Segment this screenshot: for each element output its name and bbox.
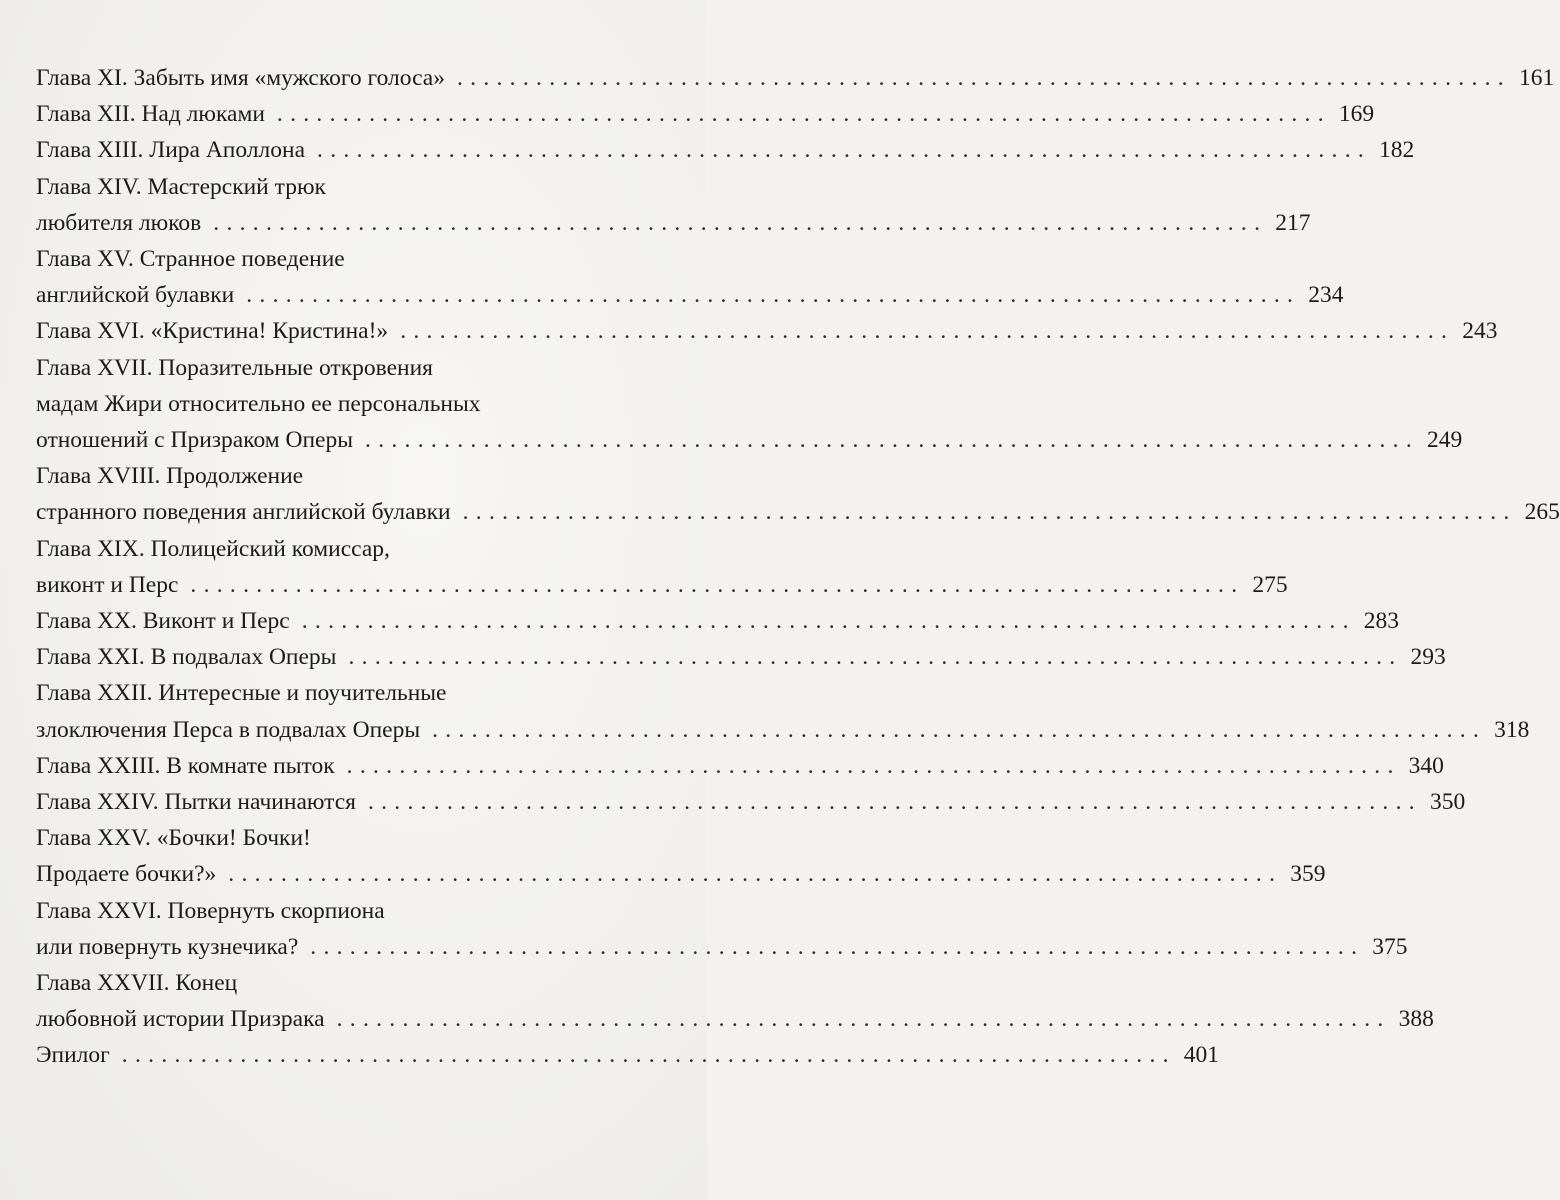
page-number: 249 [1427,427,1463,454]
toc-entry [36,748,1444,784]
dot-leader: ................................................................................ [348,644,1403,671]
toc-entry-title: злоключения Перса в подвалах Оперы [36,716,421,743]
toc-entry-line [36,820,609,856]
toc-entry-title: Глава XXI. В подвалах Оперы [36,644,337,671]
dot-leader: ................................................................................ [317,137,1372,164]
toc-entry-title: Глава XXII. Интересные и поучительные [36,680,447,707]
dot-leader: ................................................................................ [213,209,1268,236]
page-number: 169 [1338,101,1375,128]
toc-entry-line [36,386,609,422]
toc-entry-line [36,169,609,205]
toc-entry [36,675,1530,747]
toc-entry-title: виконт и Перс [36,571,179,598]
page-number: 275 [1252,571,1288,598]
toc-entry [36,132,1415,168]
toc-entry-title: Глава XIV. Мастерский трюк [36,173,326,200]
toc-entry-line-final [36,96,1375,132]
dot-leader: ................................................................................ [432,716,1487,743]
page-number: 293 [1410,644,1446,671]
table-of-contents [36,60,1560,1074]
toc-entry-line-final [36,784,1466,820]
page-number: 375 [1372,933,1408,960]
toc-entry-title: Глава XVIII. Продолжение [36,463,304,490]
dot-leader: ................................................................................ [121,1042,1176,1069]
toc-entry-line-final [36,313,1498,349]
toc-entry [36,965,1434,1037]
dot-leader: ................................................................................ [346,752,1401,779]
toc-entry-line [36,531,609,567]
page-number: 283 [1363,608,1399,635]
toc-entry-line-final [36,748,1444,784]
toc-entry [36,603,1399,639]
page-number: 161 [1518,65,1555,91]
toc-entry-title: любовной истории Призрака [36,1006,325,1033]
dot-leader: ................................................................................ [400,318,1455,345]
dot-leader: ................................................................................ [301,608,1356,635]
toc-entry-line-final [36,205,1311,241]
toc-entry-line [36,675,609,711]
toc-entry-title: Глава XI. Забыть имя «мужского голоса» [36,65,445,91]
toc-entry-line-final [36,132,1415,168]
toc-entry-line-final [36,856,1326,892]
page-number: 359 [1290,861,1326,888]
page-number: 217 [1275,209,1311,236]
toc-entry-title: Глава XXIII. В комнате пыток [36,752,335,779]
page-number: 318 [1494,716,1530,743]
toc-entry-line [36,241,609,277]
toc-entry-title: Глава XIII. Лира Аполлона [36,137,306,164]
toc-entry-title: Глава XVII. Поразительные откровения [36,354,433,381]
toc-entry [36,1037,1220,1073]
toc-entry [36,241,1344,313]
dot-leader: ................................................................................ [456,65,1511,91]
toc-entry-line [36,458,609,494]
toc-entry-line-final [36,567,1288,603]
toc-entry-line [36,893,609,929]
toc-entry [36,60,1555,96]
toc-entry-line-final [36,929,1408,965]
page-number: 243 [1462,318,1498,345]
toc-entry [36,313,1498,349]
page-number: 265 [1524,499,1560,526]
toc-entry [36,350,1463,459]
toc-entry [36,169,1311,241]
toc-entry-title: Глава XII. Над люками [36,101,265,128]
dot-leader: ................................................................................ [246,282,1301,309]
toc-entry [36,784,1466,820]
toc-entry-line-final [36,60,1555,96]
toc-entry-line-final [36,1001,1434,1037]
toc-entry-line [36,965,609,1001]
toc-entry [36,531,1288,603]
page-number: 401 [1183,1042,1220,1069]
toc-entry-title: странного поведения английской булавки [36,499,451,526]
toc-entry [36,893,1408,965]
toc-entry-line-final [36,1037,1220,1073]
toc-entry-title: Глава XXVI. Повернуть скорпиона [36,897,385,924]
toc-entry-line-final [36,712,1530,748]
dot-leader: ................................................................................ [190,571,1245,598]
toc-entry-title: Продаете бочки?» [36,861,217,888]
page-number: 388 [1398,1006,1434,1033]
toc-entry [36,96,1375,132]
page-number: 350 [1429,789,1466,816]
toc-entry-line-final [36,422,1463,458]
toc-entry-title: отношений с Призраком Оперы [36,427,354,454]
page-number: 234 [1308,282,1344,309]
page-number: 340 [1408,752,1444,779]
toc-entry-line-final [36,277,1344,313]
page-number: 182 [1379,137,1415,164]
toc-entry-title: или повернуть кузнечика? [36,933,299,960]
dot-leader: ................................................................................ [367,789,1422,816]
toc-entry-title: любителя люков [36,209,202,236]
dot-leader: ................................................................................ [228,861,1283,888]
dot-leader: ................................................................................ [462,499,1517,526]
toc-entry-title: мадам Жири относительно ее персональных [36,390,481,417]
toc-entry-line-final [36,639,1446,675]
dot-leader: ................................................................................ [336,1006,1391,1033]
toc-entry-title: Глава XXVII. Конец [36,970,238,997]
toc-entry-title: Глава XXV. «Бочки! Бочки! [36,825,311,852]
toc-entry-title: Глава XIX. Полицейский комиссар, [36,535,390,562]
toc-entry [36,458,1560,530]
toc-entry [36,639,1446,675]
toc-entry-line-final [36,603,1399,639]
toc-entry [36,820,1326,892]
toc-entry-title: Глава XX. Виконт и Перс [36,608,290,635]
toc-entry-title: Глава XV. Странное поведение [36,246,345,273]
toc-entry-line-final [36,494,1560,530]
toc-entry-line [36,350,609,386]
dot-leader: ................................................................................ [276,101,1331,128]
toc-entry-title: Глава XXIV. Пытки начинаются [36,789,356,816]
dot-leader: ................................................................................ [365,427,1420,454]
toc-entry-title: английской булавки [36,282,235,309]
toc-entry-title: Эпилог [36,1042,110,1069]
dot-leader: ................................................................................ [310,933,1365,960]
toc-entry-title: Глава XVI. «Кристина! Кристина!» [36,318,389,345]
